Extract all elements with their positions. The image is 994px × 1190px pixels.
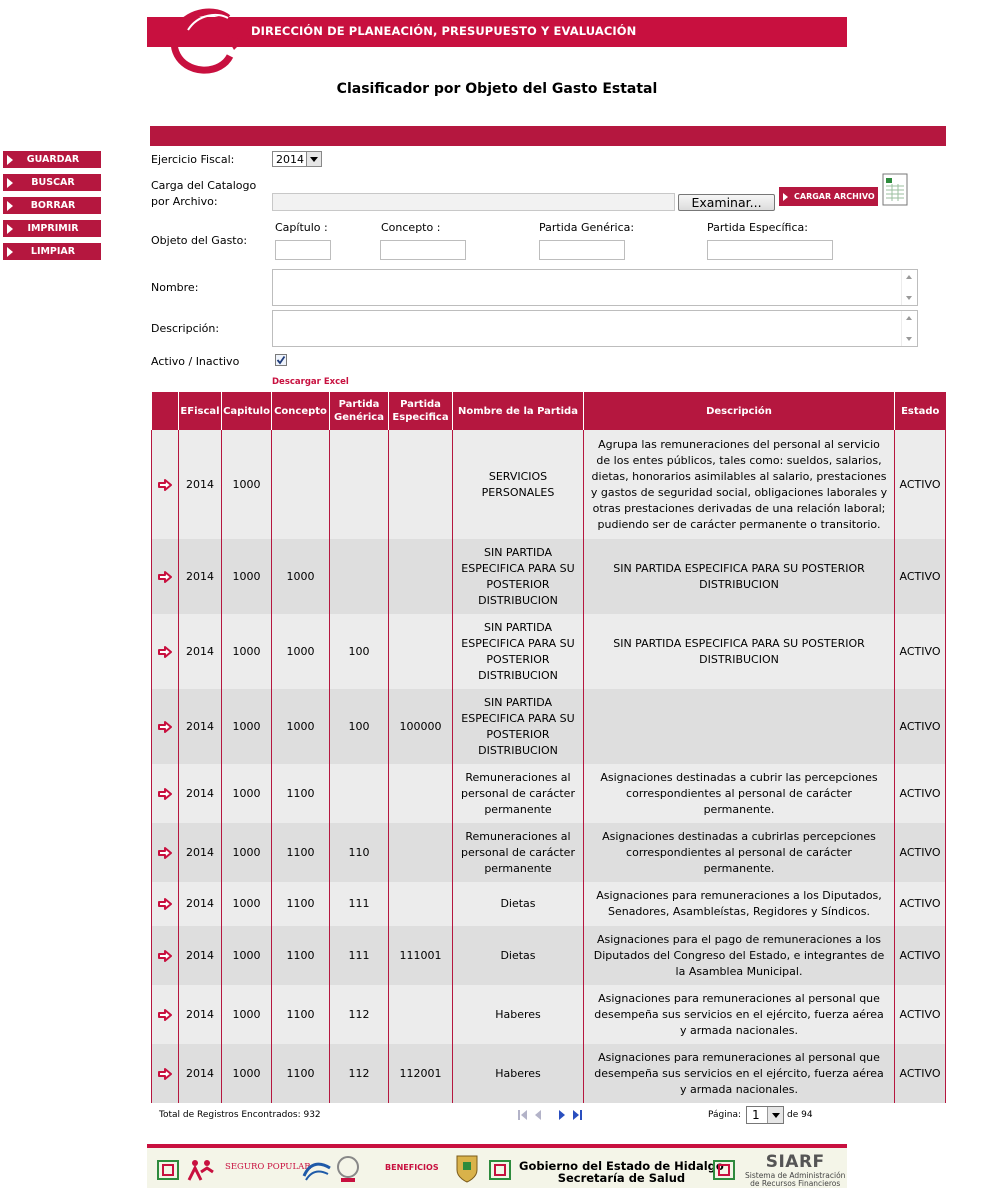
first-page-icon[interactable] [517, 1109, 529, 1121]
header-descripcion[interactable]: Descripción [584, 392, 895, 430]
cell-capitulo: 1000 [222, 985, 272, 1044]
cell-concepto: 1100 [272, 823, 330, 882]
table-row[interactable] [152, 823, 946, 882]
concepto-label: Concepto : [381, 221, 441, 234]
cell-partida-generica: 112 [330, 985, 389, 1044]
chevron-down-icon [767, 1107, 783, 1123]
cell-estado: ACTIVO [895, 430, 946, 539]
cell-nombre-partida: SIN PARTIDA ESPECIFICA PARA SU POSTERIOR DISTRIBUCION [453, 689, 584, 764]
partida-especifica-label: Partida Específica: [707, 221, 808, 234]
row-select-cell[interactable] [152, 764, 179, 823]
dppe-logo-icon [168, 6, 246, 76]
select-arrow-icon[interactable] [158, 571, 172, 583]
cargar-archivo-button[interactable]: CARGAR ARCHIVO [779, 187, 878, 206]
cell-capitulo: 1000 [222, 882, 272, 926]
cell-concepto: 1100 [272, 1044, 330, 1103]
cell-estado: ACTIVO [895, 764, 946, 823]
header-capitulo[interactable]: Capitulo [222, 392, 272, 430]
cell-capitulo: 1000 [222, 430, 272, 539]
cell-partida-generica: 111 [330, 882, 389, 926]
cell-efiscal: 2014 [179, 764, 222, 823]
cell-estado: ACTIVO [895, 614, 946, 689]
file-path-input[interactable] [272, 193, 675, 211]
cell-nombre-partida: SIN PARTIDA ESPECIFICA PARA SU POSTERIOR DISTRIBUCION [453, 539, 584, 614]
table-row[interactable] [152, 1044, 946, 1103]
cell-estado: ACTIVO [895, 985, 946, 1044]
select-arrow-icon[interactable] [158, 1009, 172, 1021]
examinar-button[interactable]: Examinar... [678, 194, 775, 211]
table-row[interactable] [152, 764, 946, 823]
table-row[interactable] [152, 926, 946, 985]
cell-nombre-partida: Haberes [453, 985, 584, 1044]
cell-concepto: 1100 [272, 764, 330, 823]
cell-capitulo: 1000 [222, 823, 272, 882]
row-select-cell[interactable] [152, 1044, 179, 1103]
select-arrow-icon[interactable] [158, 646, 172, 658]
header-concepto[interactable]: Concepto [272, 392, 330, 430]
cell-partida-generica: 100 [330, 689, 389, 764]
cell-concepto: 1100 [272, 882, 330, 926]
pagina-total: de 94 [787, 1110, 813, 1120]
cell-partida-generica [330, 430, 389, 539]
cell-partida-especifica [389, 614, 453, 689]
cell-concepto [272, 430, 330, 539]
cell-descripcion: Asignaciones destinadas a cubrirlas percepciones correspondientes al personal de carácter permanente. [584, 823, 895, 882]
select-arrow-icon[interactable] [158, 1068, 172, 1080]
cell-nombre-partida: Haberes [453, 1044, 584, 1103]
row-select-cell[interactable] [152, 985, 179, 1044]
cell-efiscal: 2014 [179, 430, 222, 539]
cell-efiscal: 2014 [179, 985, 222, 1044]
cell-concepto: 1000 [272, 689, 330, 764]
cell-nombre-partida: Dietas [453, 882, 584, 926]
wave-logo-icon [302, 1158, 332, 1182]
beneficios-logo: BENEFICIOS [385, 1163, 439, 1172]
partida-especifica-input[interactable] [707, 240, 833, 260]
hidalgo-shield-icon [455, 1154, 479, 1184]
cell-descripcion: SIN PARTIDA ESPECIFICA PARA SU POSTERIOR DISTRIBUCION [584, 539, 895, 614]
header-nombre-partida[interactable]: Nombre de la Partida [453, 392, 584, 430]
cell-efiscal: 2014 [179, 926, 222, 985]
check-icon [276, 355, 286, 365]
cell-nombre-partida: SIN PARTIDA ESPECIFICA PARA SU POSTERIOR DISTRIBUCION [453, 614, 584, 689]
total-registros: Total de Registros Encontrados: 932 [159, 1110, 321, 1120]
banner-text: DIRECCIÓN DE PLANEACIÓN, PRESUPUESTO Y EVALUACIÓN [251, 24, 637, 38]
table-row[interactable] [152, 614, 946, 689]
prev-page-icon[interactable] [533, 1109, 543, 1121]
row-select-cell[interactable] [152, 882, 179, 926]
header-partida-generica[interactable]: Partida Genérica [330, 392, 389, 430]
header-partida-especifica[interactable]: Partida Especifica [389, 392, 453, 430]
cell-partida-especifica: 100000 [389, 689, 453, 764]
footer-logos [147, 1148, 847, 1188]
cell-descripcion: Asignaciones para remuneraciones al personal que desempeña sus servicios en el ejército, fuerza aérea y armada nacionales. [584, 1044, 895, 1103]
cell-partida-especifica [389, 539, 453, 614]
select-arrow-icon[interactable] [158, 950, 172, 962]
limpiar-button[interactable]: LIMPIAR [3, 243, 101, 260]
cell-efiscal: 2014 [179, 539, 222, 614]
table-row[interactable] [152, 689, 946, 764]
cell-estado: ACTIVO [895, 926, 946, 985]
cell-descripcion: Asignaciones para el pago de remuneraciones a los Diputados del Congreso del Estado, e integrantes de la Asamblea Municipal. [584, 926, 895, 985]
gobierno-hidalgo-text: Gobierno del Estado de Hidalgo Secretaría de Salud [519, 1159, 724, 1185]
table-header-row [152, 392, 946, 430]
carga-archivo-label: por Archivo: [151, 195, 218, 208]
descripcion-textarea[interactable] [272, 310, 918, 347]
pagina-label: Página: [708, 1110, 742, 1120]
table-row[interactable] [152, 882, 946, 926]
cell-efiscal: 2014 [179, 882, 222, 926]
cell-nombre-partida: Dietas [453, 926, 584, 985]
seguro-popular-logo: SEGURO POPULAR [225, 1162, 311, 1172]
objeto-gasto-label: Objeto del Gasto: [151, 234, 248, 247]
cell-efiscal: 2014 [179, 823, 222, 882]
header-select [152, 392, 179, 430]
partida-generica-label: Partida Genérica: [539, 221, 635, 234]
arrow-right-icon [783, 193, 788, 201]
cell-estado: ACTIVO [895, 689, 946, 764]
cell-descripcion: Asignaciones para remuneraciones a los Diputados, Senadores, Asambleístas, Regidores y Síndicos. [584, 882, 895, 926]
cell-partida-especifica [389, 823, 453, 882]
cell-descripcion: Agrupa las remuneraciones del personal al servicio de los entes públicos, tales como: sueldos, salarios, dietas, honorarios asimilables al salario, prestaciones y gastos de seguridad social, obligaciones laborales y otras prestaciones derivadas de una relación laboral; pudiendo ser de carácter permanente o transitorio. [584, 430, 895, 539]
cell-efiscal: 2014 [179, 689, 222, 764]
table-row[interactable] [152, 985, 946, 1044]
next-page-icon[interactable] [557, 1109, 567, 1121]
cell-estado: ACTIVO [895, 539, 946, 614]
cell-descripcion [584, 689, 895, 764]
capitulo-label: Capítulo : [275, 221, 328, 234]
cell-partida-generica: 111 [330, 926, 389, 985]
cell-partida-generica: 100 [330, 614, 389, 689]
people-logo-icon [187, 1158, 215, 1182]
cell-capitulo: 1000 [222, 539, 272, 614]
siarf-logo: SIARF Sistema de Administración de Recursos Financieros [745, 1152, 846, 1188]
cell-partida-especifica [389, 764, 453, 823]
imprimir-button[interactable]: IMPRIMIR [3, 220, 101, 237]
cell-partida-generica: 110 [330, 823, 389, 882]
cell-capitulo: 1000 [222, 1044, 272, 1103]
cell-nombre-partida: Remuneraciones al personal de carácter permanente [453, 764, 584, 823]
cell-capitulo: 1000 [222, 614, 272, 689]
last-page-icon[interactable] [571, 1109, 583, 1121]
cell-partida-generica [330, 539, 389, 614]
cell-descripcion: Asignaciones para remuneraciones al personal que desempeña sus servicios en el ejército, fuerza aérea y armada nacionales. [584, 985, 895, 1044]
select-arrow-icon[interactable] [158, 479, 172, 491]
form-header-bar [150, 126, 946, 146]
header-estado[interactable]: Estado [895, 392, 946, 430]
row-select-cell[interactable] [152, 430, 179, 539]
header-efiscal[interactable]: EFiscal [179, 392, 222, 430]
scrollbar[interactable] [901, 311, 917, 346]
cell-descripcion: SIN PARTIDA ESPECIFICA PARA SU POSTERIOR DISTRIBUCION [584, 614, 895, 689]
nombre-label: Nombre: [151, 281, 199, 294]
cell-partida-generica: 112 [330, 1044, 389, 1103]
descripcion-label: Descripción: [151, 322, 220, 335]
cell-capitulo: 1000 [222, 764, 272, 823]
table-row[interactable] [152, 539, 946, 614]
row-select-cell[interactable] [152, 823, 179, 882]
select-arrow-icon[interactable] [158, 788, 172, 800]
select-arrow-icon[interactable] [158, 898, 172, 910]
row-select-cell[interactable] [152, 926, 179, 985]
cell-efiscal: 2014 [179, 614, 222, 689]
cell-concepto: 1000 [272, 614, 330, 689]
cell-nombre-partida: Remuneraciones al personal de carácter permanente [453, 823, 584, 882]
results-table [151, 392, 946, 1103]
row-select-cell[interactable] [152, 539, 179, 614]
cell-partida-especifica [389, 985, 453, 1044]
seal-logo-icon [335, 1154, 361, 1184]
select-arrow-icon[interactable] [158, 847, 172, 859]
descargar-excel-link[interactable]: Descargar Excel [272, 377, 349, 387]
activo-checkbox[interactable] [275, 354, 287, 366]
guardar-button[interactable]: GUARDAR [3, 151, 101, 168]
pagina-select[interactable]: 1 [746, 1106, 784, 1124]
select-arrow-icon[interactable] [158, 721, 172, 733]
scrollbar[interactable] [901, 270, 917, 305]
cell-concepto: 1000 [272, 539, 330, 614]
salud-logo-icon [489, 1160, 511, 1180]
ejercicio-fiscal-select[interactable]: 2014 [272, 151, 322, 167]
page-title: Clasificador por Objeto del Gasto Estatal [336, 81, 658, 97]
salud-logo-icon [713, 1160, 735, 1180]
concepto-input[interactable] [380, 240, 466, 260]
ejercicio-fiscal-label: Ejercicio Fiscal: [151, 153, 235, 166]
partida-generica-input[interactable] [539, 240, 625, 260]
cell-partida-especifica: 112001 [389, 1044, 453, 1103]
row-select-cell[interactable] [152, 689, 179, 764]
cell-partida-generica [330, 764, 389, 823]
row-select-cell[interactable] [152, 614, 179, 689]
borrar-button[interactable]: BORRAR [3, 197, 101, 214]
cell-concepto: 1100 [272, 985, 330, 1044]
capitulo-input[interactable] [275, 240, 331, 260]
cell-nombre-partida: SERVICIOS PERSONALES [453, 430, 584, 539]
cell-estado: ACTIVO [895, 823, 946, 882]
carga-catalogo-label: Carga del Catalogo [151, 179, 257, 192]
cell-partida-especifica [389, 430, 453, 539]
buscar-button[interactable]: BUSCAR [3, 174, 101, 191]
activo-inactivo-label: Activo / Inactivo [151, 355, 240, 368]
cell-capitulo: 1000 [222, 926, 272, 985]
cell-efiscal: 2014 [179, 1044, 222, 1103]
cell-partida-especifica: 111001 [389, 926, 453, 985]
cell-concepto: 1100 [272, 926, 330, 985]
table-row[interactable] [152, 430, 946, 539]
cell-estado: ACTIVO [895, 1044, 946, 1103]
cell-estado: ACTIVO [895, 882, 946, 926]
cell-descripcion: Asignaciones destinadas a cubrir las percepciones correspondientes al personal de carácter permanente. [584, 764, 895, 823]
cell-partida-especifica [389, 882, 453, 926]
chevron-down-icon [306, 152, 321, 166]
excel-template-icon[interactable] [882, 173, 908, 206]
salud-logo-icon [157, 1160, 179, 1180]
cell-capitulo: 1000 [222, 689, 272, 764]
pager [517, 1109, 583, 1121]
nombre-textarea[interactable] [272, 269, 918, 306]
